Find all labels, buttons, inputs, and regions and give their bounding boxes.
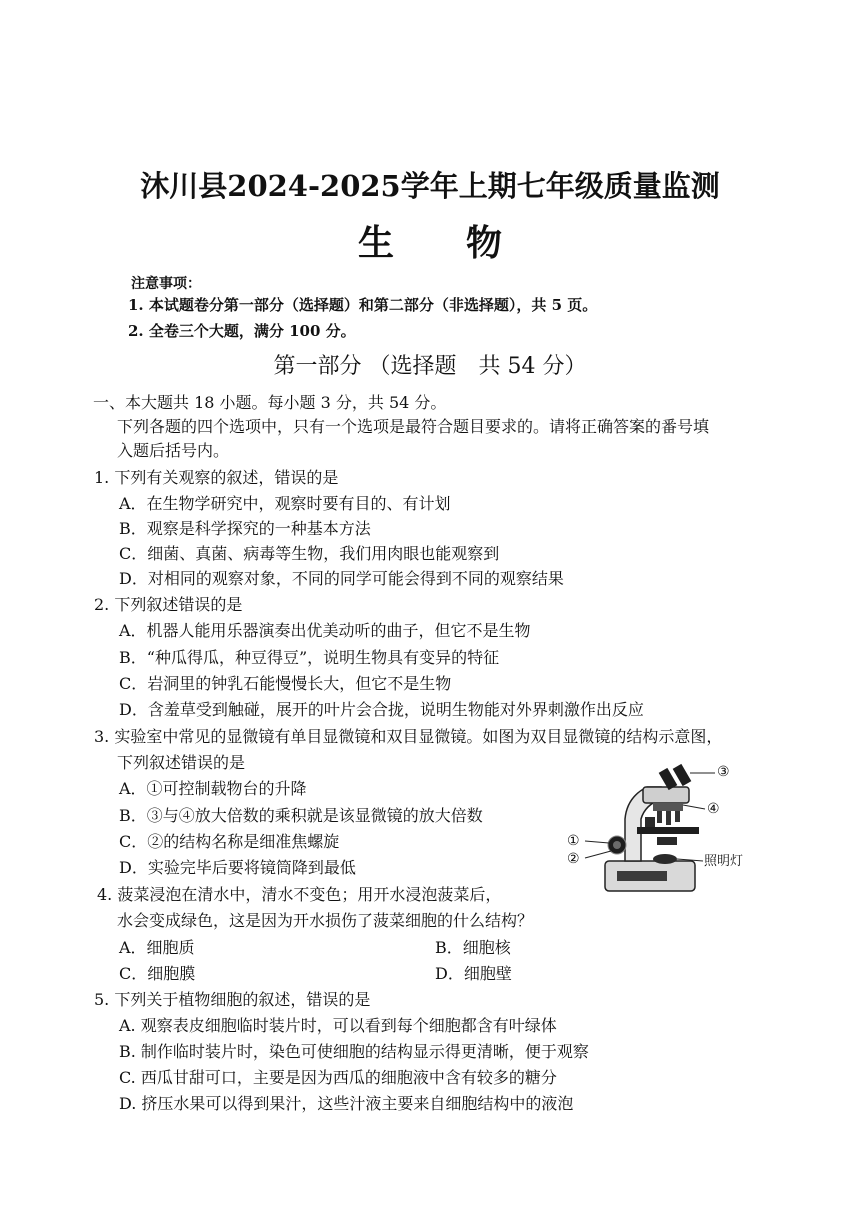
question-option: C．②的结构名称是细准焦螺旋 <box>119 832 340 851</box>
question-option: A. 观察表皮细胞临时装片时，可以看到每个细胞都含有叶绿体 <box>119 1016 557 1035</box>
question-option: A．①可控制载物台的升降 <box>119 779 307 798</box>
question-option: B．观察是科学探究的一种基本方法 <box>119 519 371 538</box>
question-stem: 4. 菠菜浸泡在清水中，清水不变色；用开水浸泡菠菜后， <box>97 885 502 904</box>
question-stem: 5. 下列关于植物细胞的叙述，错误的是 <box>94 990 371 1009</box>
question-option: A．机器人能用乐器演奏出优美动听的曲子，但它不是生物 <box>119 621 531 640</box>
microscope-figure <box>565 757 765 897</box>
instructions-line: 下列各题的四个选项中，只有一个选项是最符合题目要求的。请将正确答案的番号填 <box>117 417 710 436</box>
subject-title: 生 物 <box>357 222 502 264</box>
question-option: B．③与④放大倍数的乘积就是该显微镜的放大倍数 <box>119 806 483 825</box>
question-option: C．细菌、真菌、病毒等生物，我们用肉眼也能观察到 <box>119 544 500 563</box>
question-option: D. 挤压水果可以得到果汁，这些汁液主要来自细胞结构中的液泡 <box>119 1094 574 1113</box>
label-knob-1: ① <box>567 833 580 849</box>
question-option: C. 西瓜甘甜可口，主要是因为西瓜的细胞液中含有较多的糖分 <box>119 1068 557 1087</box>
notes-label: 注意事项： <box>131 276 201 292</box>
label-objective-4: ④ <box>707 801 720 817</box>
question-option: B. 制作临时装片时，染色可使细胞的结构显示得更清晰，便于观察 <box>119 1042 589 1061</box>
part1-heading: 第一部分 （选择题 共 54 分） <box>273 354 587 379</box>
label-eyepiece-3: ③ <box>717 764 730 780</box>
note-item: 2. 全卷三个大题，满分 100 分。 <box>128 322 356 340</box>
question-option: D．含羞草受到触碰，展开的叶片会合拢，说明生物能对外界刺激作出反应 <box>119 700 644 719</box>
question-option: A．细胞质 <box>119 938 195 957</box>
question-option: D．实验完毕后要将镜筒降到最低 <box>119 858 356 877</box>
question-option: C．岩洞里的钟乳石能慢慢长大，但它不是生物 <box>119 674 452 693</box>
section-title: 一、本大题共 18 小题。每小题 3 分，共 54 分。 <box>93 393 447 412</box>
question-option: A．在生物学研究中，观察时要有目的、有计划 <box>119 494 451 513</box>
label-lamp: 照明灯 <box>704 854 744 869</box>
question-stem: 2. 下列叙述错误的是 <box>94 595 243 614</box>
question-option: B．细胞核 <box>435 938 511 957</box>
question-stem: 1. 下列有关观察的叙述，错误的是 <box>94 468 339 487</box>
instructions-line: 入题后括号内。 <box>117 441 230 460</box>
microscope-illustration <box>565 757 765 897</box>
exam-title: 沐川县2024-2025学年上期七年级质量监测 <box>140 169 720 203</box>
question-option: D．细胞壁 <box>435 964 512 983</box>
question-option: C．细胞膜 <box>119 964 196 983</box>
label-knob-2: ② <box>567 851 580 867</box>
question-stem-continuation: 水会变成绿色，这是因为开水损伤了菠菜细胞的什么结构？ <box>117 911 534 930</box>
note-item: 1. 本试题卷分第一部分（选择题）和第二部分（非选择题），共 5 页。 <box>128 296 598 314</box>
question-option: B．“种瓜得瓜，种豆得豆”，说明生物具有变异的特征 <box>119 648 500 667</box>
question-stem: 3. 实验室中常见的显微镜有单目显微镜和双目显微镜。如图为双目显微镜的结构示意图， <box>94 727 723 746</box>
question-stem-continuation: 下列叙述错误的是 <box>117 753 246 772</box>
question-option: D．对相同的观察对象，不同的同学可能会得到不同的观察结果 <box>119 569 564 588</box>
